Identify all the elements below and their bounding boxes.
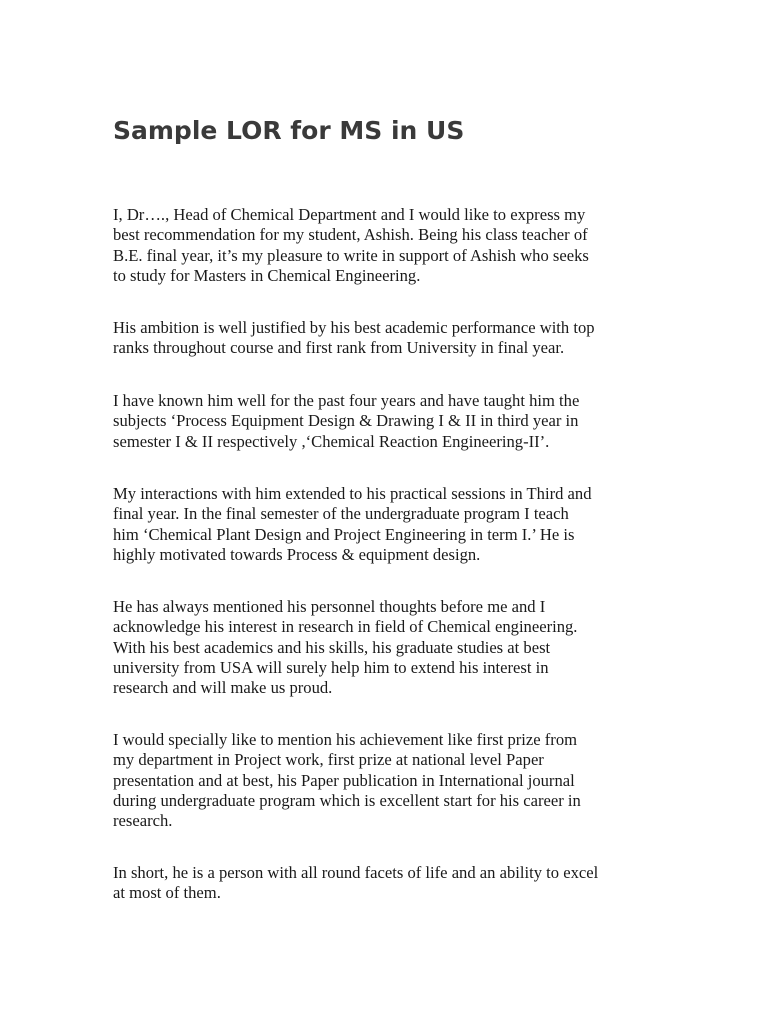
paragraph-line: research and will make us proud. [113, 678, 333, 698]
paragraph-line: presentation and at best, his Paper publication in International journal [113, 770, 575, 790]
paragraph-line: In short, he is a person with all round facets of life and an ability to excel [113, 863, 599, 882]
paragraph-line: His ambition is well justified by his best academic performance with top [113, 318, 595, 337]
paragraph-interest-research [113, 597, 577, 698]
paragraph-known-him [113, 391, 579, 452]
paragraph-line: I, Dr…., Head of Chemical Department and I would like to express my [113, 205, 586, 224]
paragraph-line: semester I & II respectively ,‘Chemical Reaction Engineering-II’. [113, 431, 550, 451]
document-title: Sample LOR for MS in US [113, 116, 465, 145]
paragraph-conclusion [113, 863, 598, 904]
paragraph-line: B.E. final year, it’s my pleasure to write in support of Ashish who seeks [113, 245, 589, 265]
paragraph-line: My interactions with him extended to his practical sessions in Third and [113, 484, 592, 503]
paragraph-line: acknowledge his interest in research in field of Chemical engineering. [113, 617, 578, 637]
paragraph-line: subjects ‘Process Equipment Design & Drawing I & II in third year in [113, 411, 579, 431]
paragraph-line: at most of them. [113, 883, 221, 903]
paragraph-line: I have known him well for the past four years and have taught him the [113, 391, 580, 410]
paragraph-introduction [113, 205, 589, 286]
paragraph-line: my department in Project work, first prize at national level Paper [113, 750, 544, 770]
paragraph-line: to study for Masters in Chemical Engineering. [113, 265, 421, 285]
paragraph-line: I would specially like to mention his achievement like first prize from [113, 730, 578, 749]
paragraph-line: during undergraduate program which is excellent start for his career in [113, 790, 581, 810]
paragraph-ambition [113, 318, 595, 359]
paragraph-line: him ‘Chemical Plant Design and Project Engineering in term I.’ He is [113, 524, 575, 544]
paragraph-line: He has always mentioned his personnel thoughts before me and I [113, 597, 546, 616]
paragraph-interactions [113, 484, 592, 565]
paragraph-line: university from USA will surely help him to extend his interest in [113, 657, 549, 677]
paragraph-line: best recommendation for my student, Ashish. Being his class teacher of [113, 225, 588, 245]
paragraph-line: final year. In the final semester of the undergraduate program I teach [113, 504, 569, 524]
paragraph-line: With his best academics and his skills, his graduate studies at best [113, 637, 551, 657]
paragraph-line: ranks throughout course and first rank from University in final year. [113, 338, 565, 358]
paragraph-achievements [113, 730, 581, 831]
paragraph-line: research. [113, 811, 173, 831]
paragraph-line: highly motivated towards Process & equipment design. [113, 544, 481, 564]
